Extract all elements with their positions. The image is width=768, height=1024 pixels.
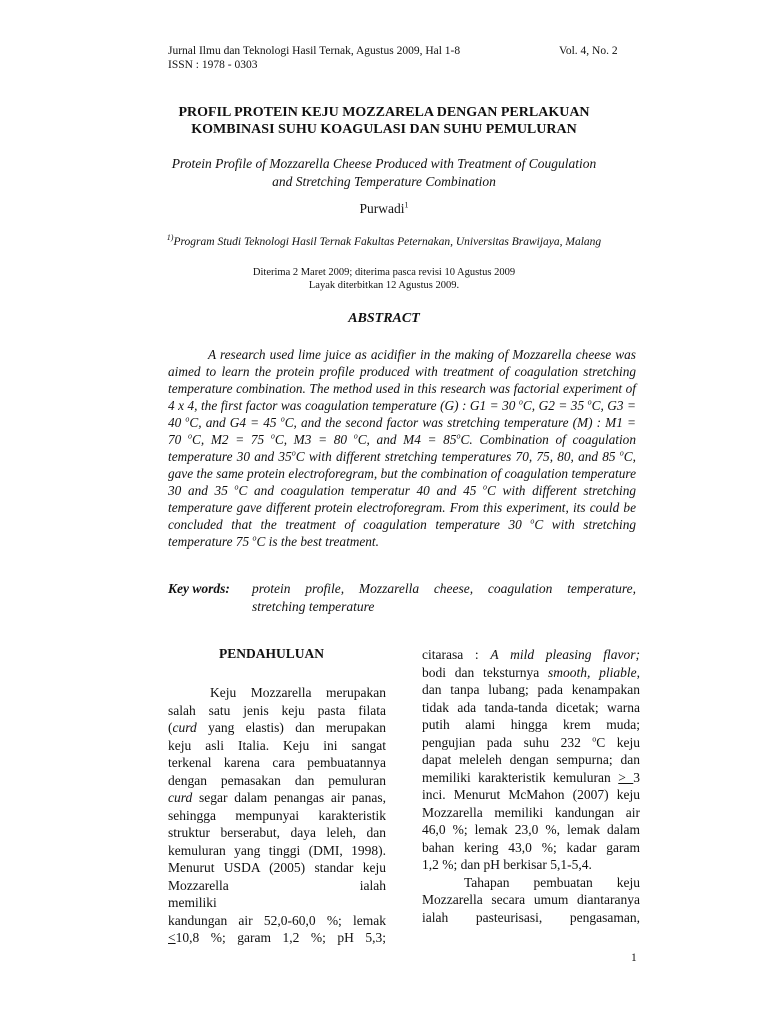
received-date: Diterima 2 Maret 2009; diterima pasca revisi 10 Agustus 2009 <box>252 267 516 278</box>
author-name: Purwadi <box>359 201 405 216</box>
author <box>0 201 768 217</box>
abstract-body: A research used lime juice as acidifier in the making of Mozzarella cheese was aimed to learn the protein profile produced with treatment of coagulation stretching temperature combination. The method used in this research was factorial experiment of 4 x 4, the first factor was coagulation temperature (G) : G1 = 30 $^o$C, G2 = 35 $^o$C, G3 = 40 $^o$C, and G4 = 45 $^o$C, and the second factor was stretching temperature (M) : M1 = 70 $^o$C, M2 = 75 $^o$C, M3 = 80 $^o$C, and $M4 = 85^oC$. Combination of coagulation temperature 30 and 35$^o$C with different stretching temperatures 70, 75, 80, and 85 $^o$C, gave the same protein electroforegram, but the combination of coagulation temperature 30 and 35 $^o$C and coagulation temperatur 40 and 45 $^o$C with different stretching temperature gave different protein electroforegram. From this experiment, its could be concluded that the treatment of coagulation temperature 30 $^o$C with stretching temperature 75 $^o$C is the best treatment. <box>168 347 637 549</box>
abstract-heading: ABSTRACT <box>348 311 420 326</box>
paper-title-line2: KOMBINASI SUHU KOAGULASI DAN SUHU PEMULURAN <box>191 122 577 137</box>
keywords-line2: stretching temperature <box>252 599 375 614</box>
left-column-body: Keju Mozzarella merupakan salah satu jenis keju pasta filata (curd yang elastis) dan merupakan keju asli Italia. Keju ini sangat terkenal karena cara pembuatannya dengan pemasakan dan pemuluran curd segar dalam penangas air panas, sehingga mempunyai karakteristik struktur berserabut, daya leleh, dan kemuluran yang tinggi (DMI, 1998). Menurut USDA (2005) standar keju Mozzarella ialah memiliki kandungan air 52,0-60,0 %; lemak <10,8 %; garam 1,2 %; pH 5,3; <box>168 685 386 945</box>
volume-label: Vol. 4, No. 2 <box>559 45 618 57</box>
section-heading-pendahuluan: PENDAHULUAN <box>219 646 325 661</box>
paper-title-line1: PROFIL PROTEIN KEJU MOZZARELA DENGAN PERLAKUAN <box>178 105 590 120</box>
paper-subtitle-line1: Protein Profile of Mozzarella Cheese Produced with Treatment of Cougulation <box>171 156 597 171</box>
affiliation <box>0 233 768 248</box>
accepted-date: Layak diterbitkan 12 Agustus 2009. <box>308 280 460 291</box>
issn-label: ISSN : 1978 - 0303 <box>168 59 258 71</box>
affiliation-mark: 1) <box>166 233 174 243</box>
right-column-body: citarasa : A mild pleasing flavor; bodi dan teksturnya smooth, pliable, dan tanpa lubang; pada kenampakan tidak ada tanda-tanda dicetak; warna putih alami hingga krem muda; pengujian pada suhu 232 $^o$C keju dapat meleleh dengan sempurna; dan memiliki karakteristik kemuluran > 3 inci. Menurut McMahon (2007) keju Mozzarella memiliki kandungan air 46,0 %; lemak 23,0 %, lemak dalam bahan kering 43,0 %; kadar garam 1,2 %; dan pH berkisar 5,1-5,4. Tahapan pembuatan keju Mozzarella secara umum diantaranya ialah pasteurisasi, pengasaman, <box>422 647 641 925</box>
keywords-line1: protein profile, Mozzarella cheese, coagulation temperature, <box>252 581 636 596</box>
page-number: 1 <box>631 952 637 964</box>
author-mark: 1 <box>404 200 409 210</box>
paper-subtitle-line2: and Stretching Temperature Combination <box>272 174 496 189</box>
affiliation-text: Program Studi Teknologi Hasil Ternak Fakultas Peternakan, Universitas Brawijaya, Malang <box>173 236 602 248</box>
journal-header: Jurnal Ilmu dan Teknologi Hasil Ternak, Agustus 2009, Hal 1-8 <box>168 45 461 57</box>
keywords-label: Key words: <box>168 581 230 596</box>
